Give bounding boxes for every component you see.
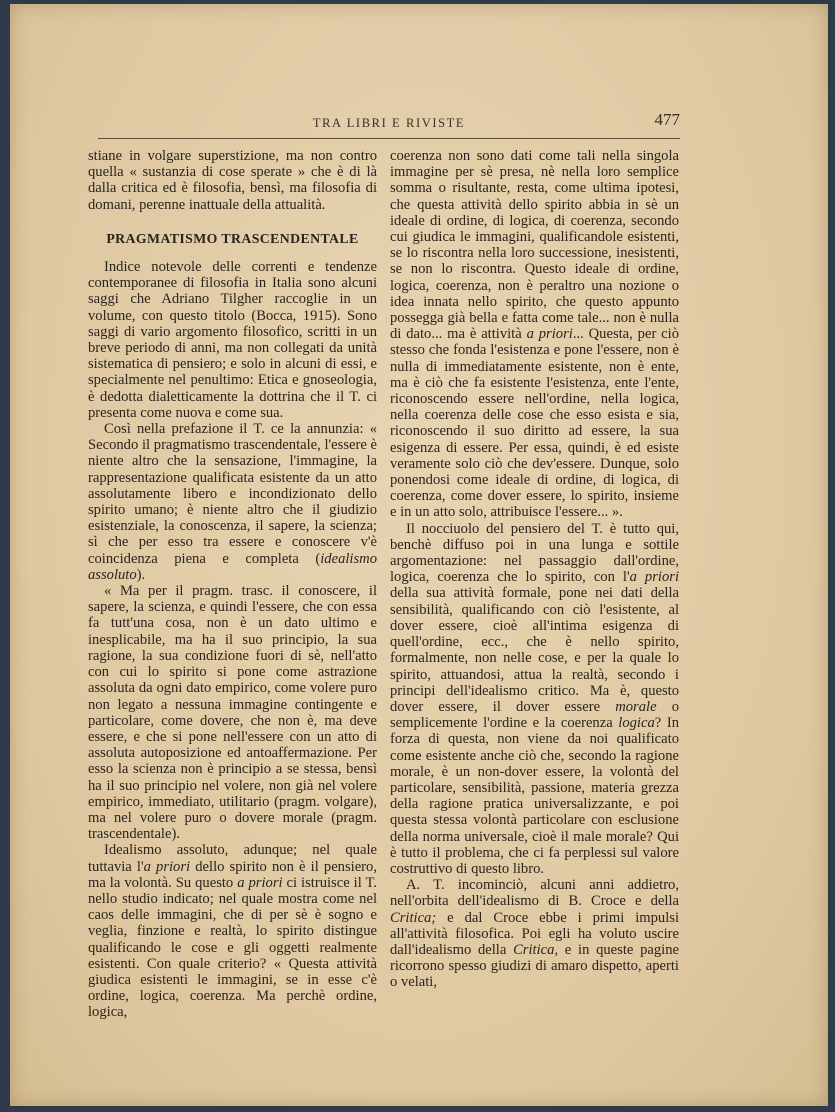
paragraph: coerenza non sono dati come tali nella singola immagine per sè presa, nè nella loro semplice somma o risultante, resta, come ultima ipotesi, che questa attività dello spirito abbia in sè un ideale di ordine, di logica, di coerenza, secondo cui giudica le immagini, qualificandole esistenti, se lo riscontra nella loro successione, inesistenti, se non lo riscontra. Questo ideale di ordine, logica, coerenza, non è peraltro una nozione o idea innata nello spirito, che questo appunto possegga già bella e fatta come tale... non è nulla di dato... ma è attività a priori... Questa, per ciò stesso che fonda l'esistenza e pone l'essere, non è nulla di immediatamente esistente, non è ente, ma è ciò che fa esistente l'esistenza, ente l'ente, riconoscendo essere nell'ordine, nella logica, nella coerenza delle cose che esso esista e sia, riconoscendo il suo diritto ad essere, la sua esigenza di essere. Per essa, quindi, è ed esiste veramente solo ciò che dev'essere. Dunque, solo ponendosi come ideale di ordine, di logica, di coerenza, come dover essere, lo spirito, insieme e in un atto solo, attribuisce l'essere... ».: [390, 148, 680, 521]
paragraph: Idealismo assoluto, adunque; nel quale tuttavia l'a priori dello spirito non è il pensiero, ma la volontà. Su questo a priori ci istruisce il T. nello studio indicato; nel quale mostra come nel caos delle immagini, che di per sè è sogno e veglia, finzione e realtà, lo spirito distingue qualificando le cose e gli oggetti realmente esistenti. Con quale criterio? « Questa attività giudica esistenti le immagini, se in esse c'è ordine, logica, coerenza. Ma perchè ordine, logica,: [88, 842, 377, 1021]
paragraph: « Ma per il pragm. trasc. il conoscere, il sapere, la scienza, e quindi l'essere, che con essa fa tutt'una cosa, non è un dato ultimo e inesplicabile, ma ha il suo principio, la sua ragione, la sua condizione fuori di sè, nell'atto con cui lo spirito si pone come astrazione assoluta da ogni dato empirico, come volere puro non legato a nessuna immagine contingente e particolare, come dovere, che non è, ma deve essere, e che si pone nell'essere con un atto di assoluta autoposizione ed antoaffermazione. Per esso la scienza non è principio a se stessa, bensì ha il suo principio nel volere, non già nel volere empirico, immediato, utilitario (pragm. volgare), ma nel volere puro o dovere morale (pragm. trascendentale).: [88, 583, 377, 843]
page-number: 477: [654, 110, 680, 129]
paragraph: Il nocciuolo del pensiero del T. è tutto qui, benchè diffuso poi in una lunga e sottile argomentazione: nel passaggio dall'ordine, logica, coerenza che lo spirito, con l'a priori della sua attività formale, pone nei dati della sensibilità, qualificando con ciò l'esistente, al dover essere, cioè all'intima esigenza di quell'ordine, ecc., che è nello spirito, formalmente, non nelle cose, e per la quale lo spirito, attuandosi, attua la realtà, secondo i principi dell'idealismo critico. Ma è, questo dover essere, il dover essere morale o semplicemente l'ordine e la coerenza logica? In forza di questa, non viene da noi qualificato come esistente anche ciò che, secondo la ragione morale, è un non-dover essere, la volontà del particolare, sensibilità, passione, materia grezza della ragione pratica universalizzante, e poi questa stessa volontà particolare con esclusione della norma universale, cioè il male morale? Qui è tutto il problema, che ci fa perplessi sul valore costruttivo di questo libro.: [390, 520, 679, 877]
left-column: [88, 148, 377, 1021]
paragraph: stiane in volgare superstizione, ma non contro quella « sustanzia di cose sperate » che è di là dalla critica ed è filosofia, bensì, ma filosofia di domani, perenne inattuale della attualità.: [88, 148, 377, 213]
paragraph: Indice notevole delle correnti e tendenze contemporanee di filosofia in Italia sono alcuni saggi che Adriano Tilgher raccoglie in un volume, con questo titolo (Bocca, 1915). Sono saggi di vario argomento filosofico, scritti in un breve periodo di anni, ma non collegati da unità sistematica di pensiero; e solo in alcuni di essi, e specialmente nel penultimo: Etica e gnoseologia, è dedotta dialetticamente la dottrina che il T. ci presenta come nuova e come sua.: [88, 259, 377, 421]
page-header: [98, 108, 680, 139]
right-column: [390, 148, 679, 991]
paragraph: A. T. incominciò, alcuni anni addietro, nell'orbita dell'idealismo di B. Croce e della Critica; e dal Croce ebbe i primi impulsi all'attività filosofica. Poi egli ha voluto uscire dall'idealismo della Critica, e in queste pagine ricorrono spesso giudizi di amaro dispetto, aperti o velati,: [390, 877, 679, 991]
section-heading: PRAGMATISMO TRASCENDENTALE: [106, 230, 359, 246]
running-title: TRA LIBRI E RIVISTE: [312, 116, 466, 130]
paragraph: Così nella prefazione il T. ce la annunzia: « Secondo il pragmatismo trascendentale, l'essere è niente altro che la sensazione, l'immagine, la rappresentazione qualificata esistente da un atto assolutamente libero e incondizionato dello spirito umano; è niente altro che il giudizio esistenziale, la conoscenza, il sapere, la scienza; sì che per esso tra essere e conoscere v'è coincidenza piena e completa (idealismo assoluto).: [88, 421, 377, 583]
